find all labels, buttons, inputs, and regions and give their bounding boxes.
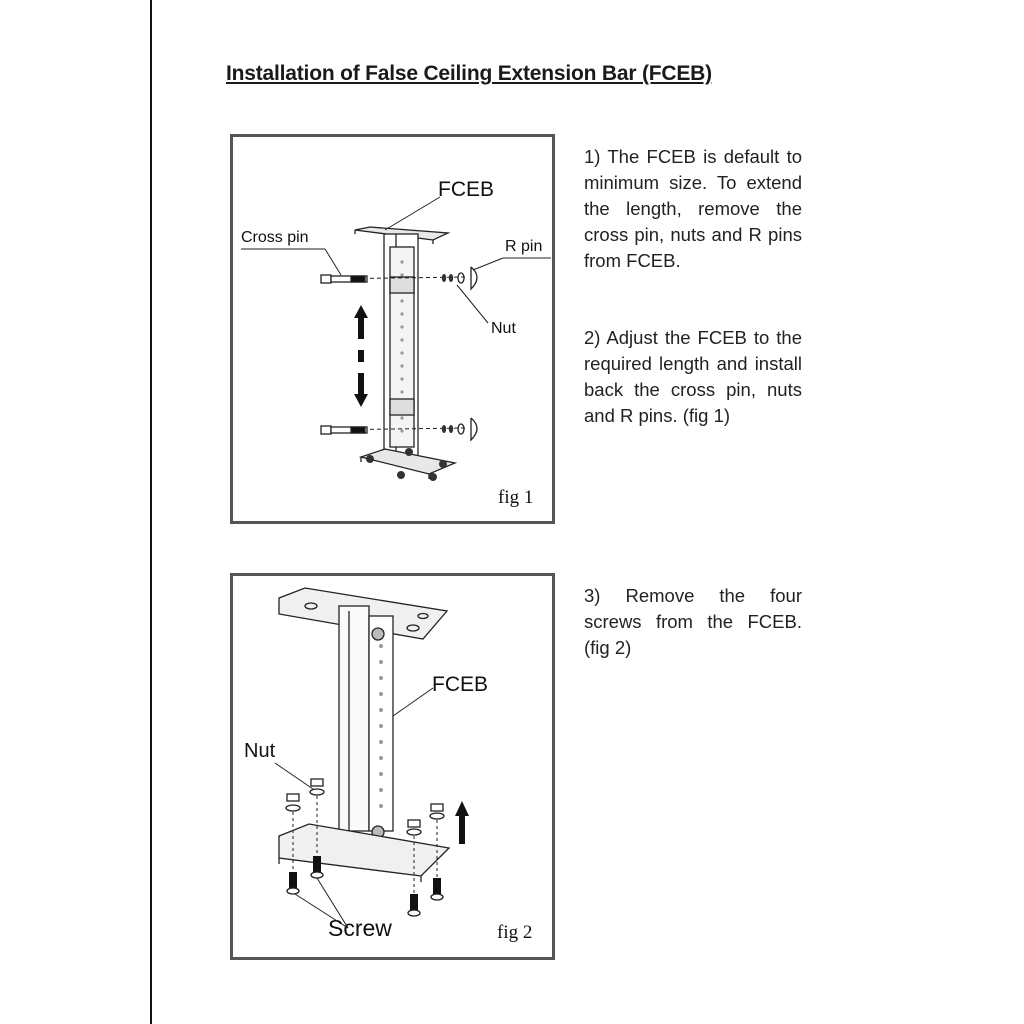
step-2-text (584, 325, 802, 429)
fig1-label-cross-pin: Cross pin (241, 229, 309, 246)
fig1-label-fceb: FCEB (438, 178, 495, 201)
step-3-text (584, 583, 802, 661)
step-1-paragraph: 1) The FCEB is default to minimum size. To extend the length, remove the cross pin, nuts and R pins from FCEB. (584, 146, 802, 271)
fig2-diagram (233, 576, 552, 957)
fig2-label-screw: Screw (328, 915, 392, 941)
fig2-caption: fig 2 (497, 922, 533, 943)
figure-1 (230, 134, 555, 524)
step-1-text (584, 144, 802, 274)
step-3-paragraph: 3) Remove the four screws from the FCEB. (fig 2) (584, 585, 802, 658)
fig2-label-nut: Nut (244, 740, 276, 762)
fig2-label-fceb: FCEB (432, 673, 489, 696)
fig1-label-r-pin: R pin (505, 238, 543, 255)
figure-2 (230, 573, 555, 960)
page-margin-rule (150, 0, 152, 1024)
fig1-caption: fig 1 (498, 487, 534, 508)
step-2-paragraph: 2) Adjust the FCEB to the required length and install back the cross pin, nuts and R pins. (fig 1) (584, 327, 802, 426)
fig1-label-nut: Nut (491, 320, 516, 337)
page-title: Installation of False Ceiling Extension Bar (FCEB) (226, 62, 712, 85)
